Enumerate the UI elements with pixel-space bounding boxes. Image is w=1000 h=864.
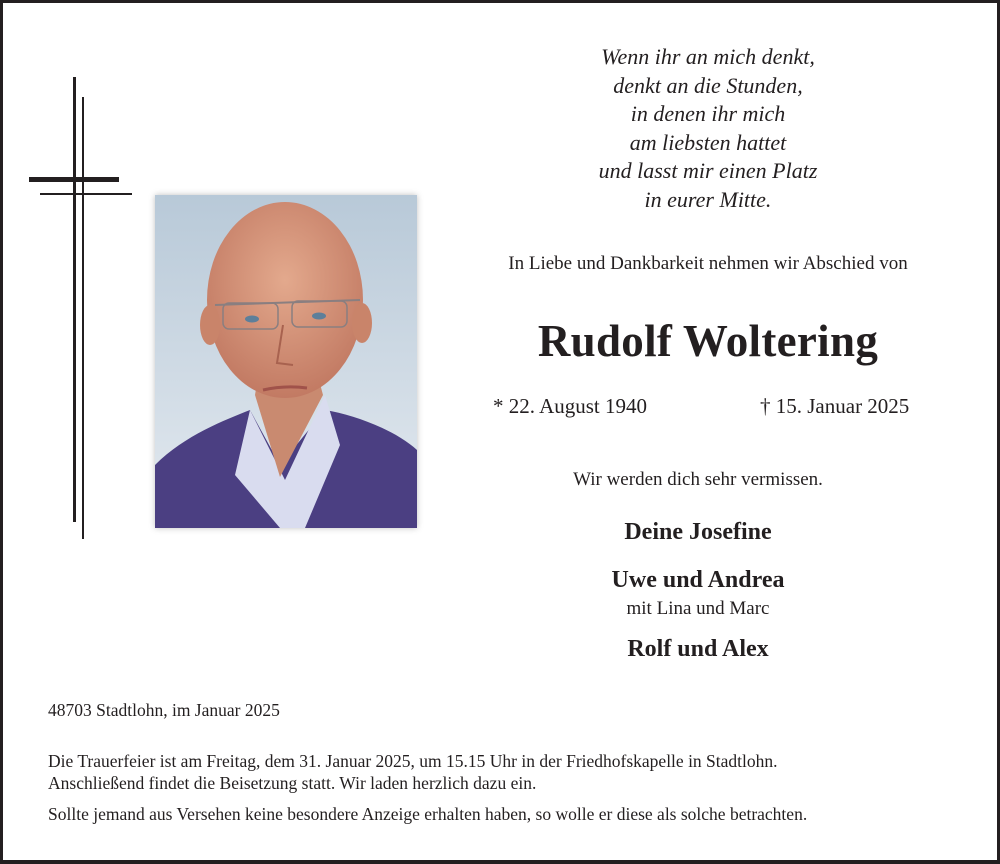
- mourner-line: Uwe und Andrea: [611, 567, 785, 593]
- death-date: † 15. Januar 2025: [760, 394, 910, 418]
- poem-line: Wenn ihr an mich denkt,: [601, 44, 815, 69]
- cross-horizontal-bar-thin: [40, 193, 132, 195]
- mourner-line: Rolf und Alex: [627, 636, 769, 662]
- funeral-info-line: Anschließend findet die Beisetzung statt. Wir laden herzlich dazu ein.: [48, 772, 537, 793]
- cross-vertical-bar: [73, 77, 76, 522]
- funeral-info-line: Die Trauerfeier ist am Freitag, dem 31. Januar 2025, um 15.15 Uhr in der Friedhofskapelle in Stadtlohn.: [48, 751, 778, 771]
- cross-horizontal-bar: [29, 177, 119, 182]
- notice-disclaimer: Sollte jemand aus Versehen keine besondere Anzeige erhalten haben, so wolle er diese als solche betrachten.: [48, 804, 808, 824]
- cross-vertical-bar-thin: [82, 97, 84, 539]
- mourner-subline: mit Lina und Marc: [626, 598, 770, 619]
- place-date: 48703 Stadtlohn, im Januar 2025: [48, 700, 280, 720]
- intro-text: In Liebe und Dankbarkeit nehmen wir Abschied von: [508, 253, 908, 274]
- deceased-photo: [155, 195, 417, 528]
- funeral-info: [48, 751, 778, 794]
- poem-line: und lasst mir einen Platz: [598, 158, 818, 183]
- mourner-line: Deine Josefine: [624, 519, 772, 545]
- farewell-text: Wir werden dich sehr vermissen.: [573, 469, 823, 490]
- poem-line: am liebsten hattet: [629, 129, 787, 155]
- poem-line: in denen ihr mich: [630, 101, 786, 126]
- memorial-poem: [508, 43, 908, 214]
- poem-line: in eurer Mitte.: [644, 186, 772, 212]
- birth-date: * 22. August 1940: [493, 394, 648, 418]
- deceased-name: Rudolf Woltering: [537, 316, 879, 366]
- poem-line: denkt an die Stunden,: [613, 72, 803, 98]
